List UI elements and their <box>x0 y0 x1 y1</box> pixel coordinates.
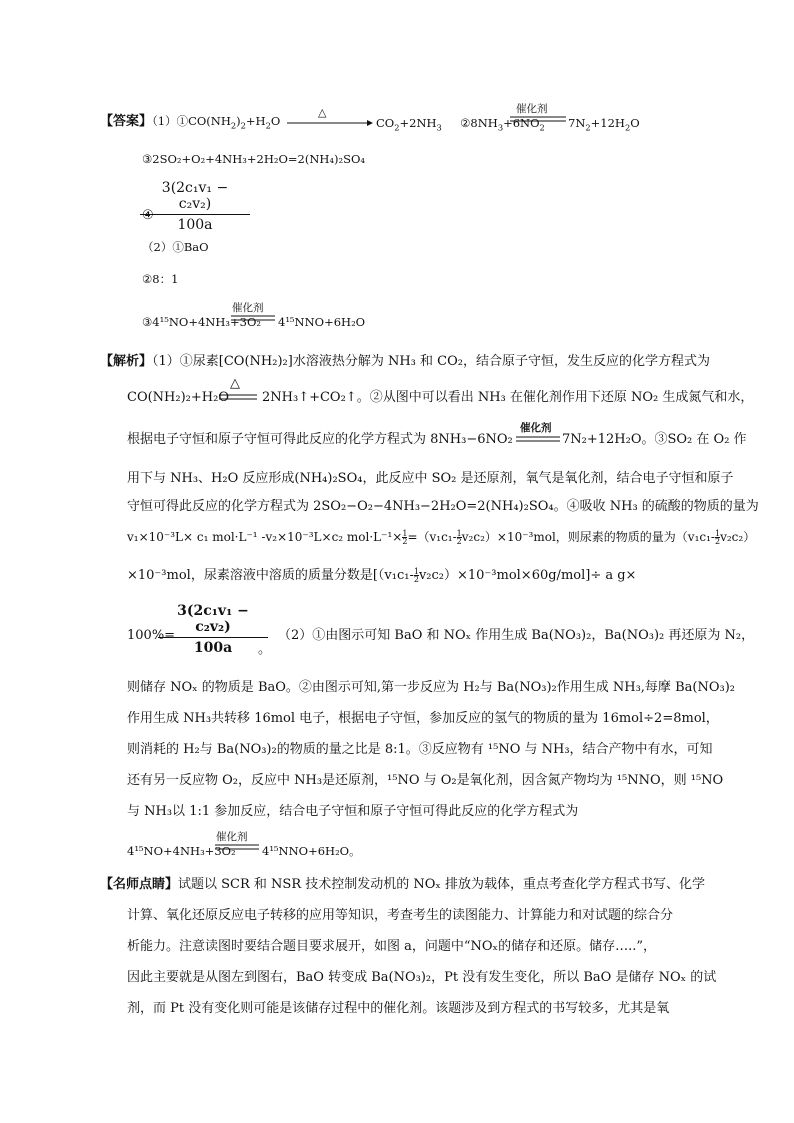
answer-tag: 【答案】 <box>100 114 153 129</box>
answer-part2-1: （2）①BaO <box>142 240 209 254</box>
commentary-line-1: 【名师点睛】试题以 SCR 和 NSR 技术控制发动机的 NOₓ 排放为载体，重点考查化学方程式书写、化学 <box>100 877 706 892</box>
analysis-line-6: v₁×10⁻³L× c₁ mol·L⁻¹ -v₂×10⁻³L×c₂ mol·L⁻¹× $\frac{1}{2}$ =（v₁c₁- $\frac{1}{2}$ v₂c₂）×10⁻³mol，则尿素的物质的量为（v₁c₁- $\frac{1}{2}$ v₂c₂） <box>127 529 756 546</box>
answer-fraction <box>140 180 250 233</box>
heat-equals-icon <box>218 390 258 404</box>
answer-part2-2: ②8：1 <box>142 272 179 286</box>
catalyst-label: 催化剂 <box>216 831 248 843</box>
half-fraction: $\frac{1}{2}$ <box>402 529 408 546</box>
answer-eq1-products: $CO_2+2NH_3$ $②8NH_3+6NO_2$ <box>376 116 545 133</box>
analysis-line-14-right: 4¹⁵NNO+6H₂O。 <box>262 844 361 858</box>
fraction-numerator: 3(2c₁v₁ − c₂v₂) <box>177 603 249 635</box>
analysis-line-7: ×10⁻³mol，尿素溶液中溶质的质量分数是[（v₁c₁- $\frac{1}{2}$ v₂c₂）×10⁻³mol×60g/mol]÷ a g× <box>127 567 637 584</box>
fraction-denominator: 100a <box>177 217 213 233</box>
analysis-tag: 【解析】 <box>100 354 153 369</box>
half-fraction: $\frac{1}{2}$ <box>413 567 419 584</box>
analysis-line-3-left: 根据电子守恒和原子守恒可得此反应的化学方程式为 8NH₃−6NO₂ <box>127 432 513 447</box>
fraction-numerator: 3(2c₁v₁ − c₂v₂) <box>161 180 229 212</box>
analysis-line-2-right: 2NH₃↑+CO₂↑。②从图中可以看出 NH₃ 在催化剂作用下还原 NO₂ 生成氮气和水， <box>262 390 754 405</box>
answer-part2-3-right: 4¹⁵NNO+6H₂O <box>278 315 366 329</box>
answer-line-1 <box>100 112 280 134</box>
commentary-line-2: 计算、氧化还原反应电子转移的应用等知识，考查考生的读图能力、计算能力和对试题的综合分 <box>127 908 674 923</box>
answer-line-3: ③2SO₂+O₂+4NH₃+2H₂O=2(NH₄)₂SO₄ <box>142 152 366 166</box>
half-fraction: $\frac{1}{2}$ <box>714 529 721 546</box>
commentary-line-4: 因此主要就是从图左到图右，BaO 转变成 Ba(NO₃)₂，Pt 没有发生变化，所以 BaO 是储存 NOₓ 的试 <box>127 970 717 985</box>
catalyst-label: 催化剂 <box>516 103 548 115</box>
analysis-line-5: 守恒可得此反应的化学方程式为 2SO₂−O₂−4NH₃−2H₂O=2(NH₄)₂SO₄。④吸收 NH₃ 的硫酸的物质的量为 <box>127 499 759 514</box>
analysis-line-10: 作用生成 NH₃共转移 16mol 电子，根据电子守恒，参加反应的氢气的物质的量为 16mol÷2=8mol， <box>127 711 719 726</box>
catalyst-label: 催化剂 <box>520 422 552 434</box>
analysis-line-2-left: CO(NH₂)₂+H₂O <box>127 390 229 405</box>
analysis-line-8-dot: 。 <box>258 642 272 657</box>
analysis-line-12: 还有另一反应物 O₂，反应中 NH₃是还原剂，¹⁵NO 与 O₂是氧化剂，因含氮产物均为 ¹⁵NNO，则 ¹⁵NO <box>127 773 724 788</box>
commentary-line-3: 析能力。注意读图时要结合题目要求展开，如图 a，问题中“NOₓ的储存和还原。储存…..”， <box>127 939 656 954</box>
fraction-bar <box>140 214 250 215</box>
analysis-line-1: 【解析】（1）①尿素[CO(NH₂)₂]水溶液热分解为 NH₃ 和 CO₂，结合原子守恒，发生反应的化学方程式为 <box>100 354 710 369</box>
answer-eq1-reactants: $(1)①CO(NH_2)_2+H_2O$ <box>152 114 281 131</box>
answer-eq2-products: $7N_2+12H_2O$ <box>568 116 640 133</box>
commentary-tag: 【名师点睛】 <box>100 877 179 892</box>
heat-symbol: △ <box>230 376 240 391</box>
fraction-denominator: 100a <box>193 640 233 656</box>
analysis-line-4: 用下与 NH₃、H₂O 反应形成(NH₄)₂SO₄，此反应中 SO₂ 是还原剂，氧气是氧化剂，结合电子守恒和原子 <box>127 471 734 486</box>
heat-symbol: △ <box>318 106 327 119</box>
half-fraction: $\frac{1}{2}$ <box>456 529 462 546</box>
analysis-line-9: 则储存 NOₓ 的物质是 BaO。②由图示可知,第一步反应为 H₂与 Ba(NO₃)₂作用生成 NH₃,每摩 Ba(NO₃)₂ <box>127 680 735 695</box>
answer-part2-3-left: ③4¹⁵NO+4NH₃+3O₂ <box>142 315 261 329</box>
analysis-percent: 100%= <box>127 628 176 643</box>
analysis-line-13: 与 NH₃以 1:1 参加反应，结合电子守恒和原子守恒可得此反应的化学方程式为 <box>127 804 579 819</box>
analysis-line-14-left: 4¹⁵NO+4NH₃+3O₂ <box>127 844 236 858</box>
commentary-line-5: 剂，而 Pt 没有变化则可能是该储存过程中的催化剂。该题涉及到方程式的书写较多，尤其是氧 <box>127 1001 670 1016</box>
heat-arrow-icon <box>285 110 375 130</box>
analysis-line-3-right: 7N₂+12H₂O。③SO₂ 在 O₂ 作 <box>562 432 747 447</box>
analysis-line-8: （2）①由图示可知 BaO 和 NOₓ 作用生成 Ba(NO₃)₂，Ba(NO₃)₂ 再还原为 N₂， <box>278 628 755 643</box>
analysis-line-11: 则消耗的 H₂与 Ba(NO₃)₂的物质的量之比是 8:1。③反应物有 ¹⁵NO 与 NH₃，结合产物中有水，可知 <box>127 742 713 757</box>
answer-item4-label: ④ <box>142 208 154 223</box>
catalyst-label: 催化剂 <box>232 302 264 314</box>
